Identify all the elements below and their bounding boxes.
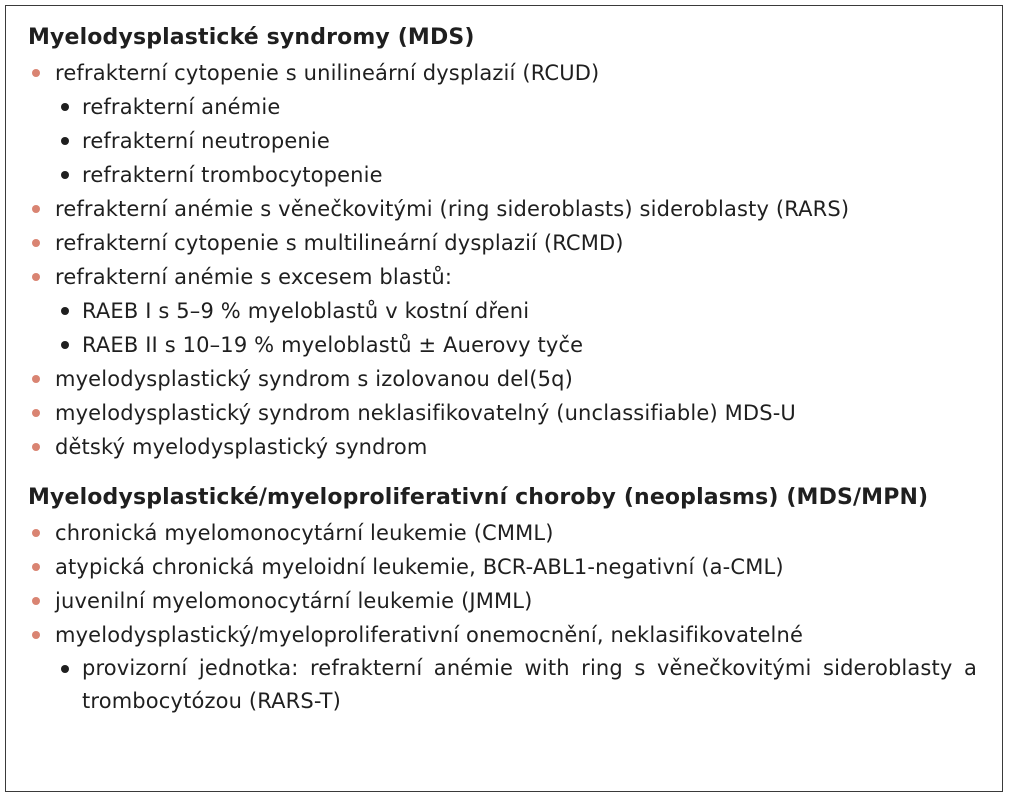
sublist-item	[28, 294, 988, 328]
list-item-text: myelodysplastický syndrom neklasifikovatelný (unclassifiable) MDS-U	[55, 401, 796, 425]
list-item	[28, 584, 988, 618]
section-title-mds: Myelodysplastické syndromy (MDS)	[28, 25, 475, 50]
mds-mpn-list	[28, 516, 988, 718]
mds-list	[28, 56, 988, 464]
list-item-text: myelodysplastický/myeloproliferativní onemocnění, neklasifikovatelné	[55, 623, 804, 647]
sublist-item-text: refrakterní neutropenie	[82, 129, 330, 153]
sublist-item-text: refrakterní anémie	[82, 95, 281, 119]
sublist-item-text: RAEB II s 10–19 % myeloblastů ± Auerovy tyče	[82, 333, 584, 357]
sublist-item-text: RAEB I s 5–9 % myeloblastů v kostní dřeni	[82, 299, 530, 323]
list-item	[28, 192, 988, 226]
classification-box	[5, 5, 1003, 792]
list-item	[28, 56, 988, 192]
list-item	[28, 362, 988, 396]
list-item-text: dětský myelodysplastický syndrom	[55, 435, 428, 459]
sublist-item	[28, 90, 988, 124]
list-item-text: refrakterní cytopenie s multilineární dysplazií (RCMD)	[55, 231, 624, 255]
sublist-item	[28, 328, 988, 362]
list-item	[28, 260, 988, 362]
list-item	[28, 430, 988, 464]
list-item-text: juvenilní myelomonocytární leukemie (JMML)	[55, 589, 533, 613]
list-item-text: myelodysplastický syndrom s izolovanou del(5q)	[55, 367, 573, 391]
list-item	[28, 226, 988, 260]
sublist	[28, 294, 988, 362]
sublist	[28, 90, 988, 192]
sublist-item-text: provizorní jednotka: refrakterní anémie with ring s věnečkovitými sideroblasty a trombocytózou (RARS-T)	[82, 656, 977, 713]
sublist-item	[28, 652, 988, 718]
classification-content	[28, 20, 988, 718]
list-item-text: refrakterní cytopenie s unilineární dysplazií (RCUD)	[55, 61, 600, 85]
list-item	[28, 516, 988, 550]
list-item-text: refrakterní anémie s věnečkovitými (ring sideroblasts) sideroblasty (RARS)	[55, 197, 850, 221]
sublist-item	[28, 158, 988, 192]
sublist-item	[28, 124, 988, 158]
list-item-text: refrakterní anémie s excesem blastů:	[55, 265, 453, 289]
list-item	[28, 618, 988, 718]
sublist-item-text: refrakterní trombocytopenie	[82, 163, 383, 187]
list-item	[28, 396, 988, 430]
list-item	[28, 550, 988, 584]
section-title-mds-mpn: Myelodysplastické/myeloproliferativní choroby (neoplasms) (MDS/MPN)	[28, 485, 929, 510]
sublist	[28, 652, 988, 718]
list-item-text: chronická myelomonocytární leukemie (CMML)	[55, 521, 554, 545]
list-item-text: atypická chronická myeloidní leukemie, BCR-ABL1-negativní (a-CML)	[55, 555, 784, 579]
